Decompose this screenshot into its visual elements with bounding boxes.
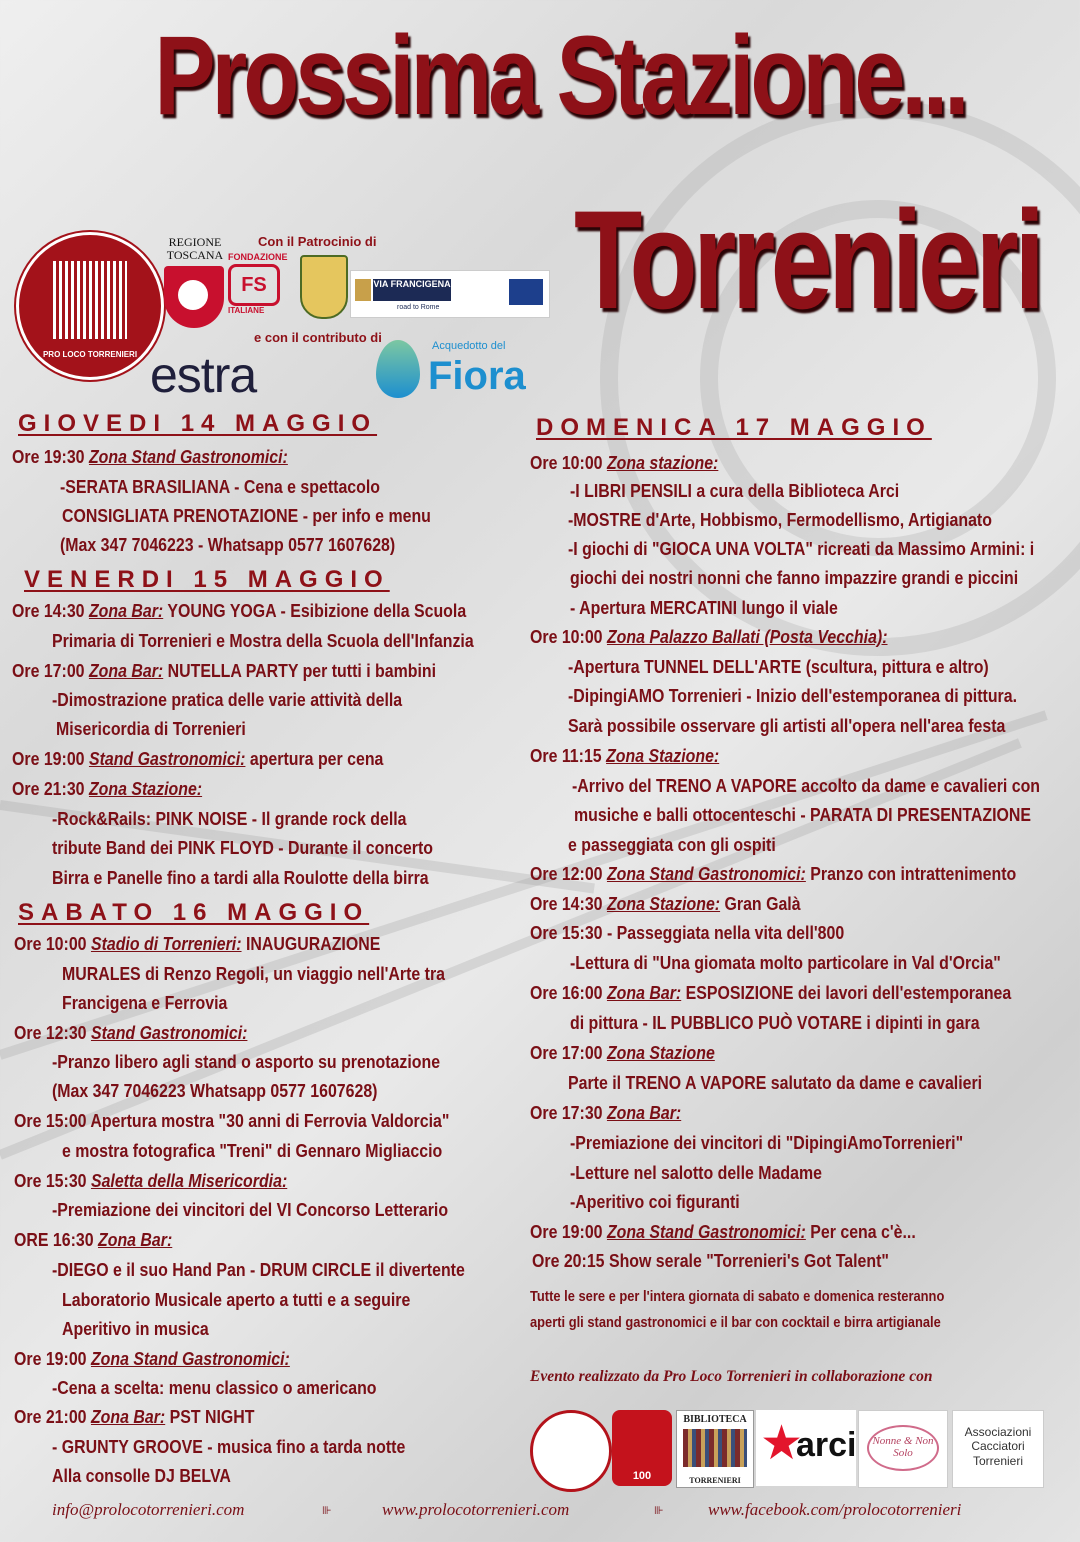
comune-crest-icon	[300, 255, 348, 319]
schedule-line	[52, 1053, 440, 1072]
schedule-line	[532, 1252, 889, 1271]
centenario-logo	[612, 1410, 672, 1486]
schedule-time: Ore 10:00	[530, 452, 607, 473]
schedule-text: -Premiazione dei vincitori del VI Concorso Letterario	[52, 1199, 449, 1220]
note-line: Tutte le sere e per l'intera giornata di sabato e domenica resteranno	[530, 1288, 945, 1305]
schedule-text: Alla consolle DJ BELVA	[52, 1465, 231, 1486]
schedule-time: Ore 10:00	[14, 933, 91, 954]
cacciatori-logo	[952, 1410, 1044, 1488]
schedule-line	[530, 924, 844, 943]
schedule-time: Ore 15:00	[14, 1110, 91, 1131]
schedule-line	[570, 1193, 740, 1212]
schedule-time: Ore 10:00	[530, 626, 607, 647]
poster-title: Prossima Stazione...	[154, 13, 966, 138]
schedule-text: Pranzo con intrattenimento	[805, 863, 1017, 884]
footer-separator-icon: ⊪	[654, 1505, 664, 1517]
schedule-line	[12, 662, 436, 681]
regione-label: REGIONE TOSCANA	[166, 235, 224, 262]
schedule-text: e mostra fotografica "Treni" di Gennaro Migliaccio	[62, 1140, 443, 1161]
schedule-text: di pittura - IL PUBBLICO PUÒ VOTARE i dipinti in gara	[570, 1012, 980, 1033]
nonne-logo	[858, 1410, 948, 1488]
schedule-text: - Apertura MERCATINI lungo il viale	[570, 597, 838, 618]
schedule-text: -Dimostrazione pratica delle varie attività della	[52, 689, 403, 710]
arci-label: arci	[796, 1426, 857, 1464]
schedule-zone: Zona stazione:	[606, 452, 719, 473]
schedule-line	[568, 836, 776, 855]
note-line: aperti gli stand gastronomici e il bar con cocktail e birra artigianale	[530, 1314, 941, 1331]
schedule-line	[530, 895, 801, 914]
schedule-line	[530, 1044, 715, 1063]
schedule-text: YOUNG YOGA - Esibizione della Scuola	[163, 600, 467, 621]
schedule-line	[52, 1082, 377, 1101]
schedule-zone: Zona Stazione:	[88, 778, 203, 799]
schedule-line	[62, 994, 227, 1013]
schedule-line	[530, 1104, 681, 1123]
schedule-line	[62, 1320, 209, 1339]
schedule-time: Ore 12:00	[530, 863, 607, 884]
schedule-line	[52, 1438, 405, 1457]
schedule-text: (Max 347 7046223 Whatsapp 0577 1607628)	[52, 1080, 378, 1101]
day-heading-domenica: DOMENICA 17 MAGGIO	[536, 414, 932, 441]
biblioteca-logo	[676, 1410, 754, 1488]
schedule-line	[14, 1112, 449, 1131]
schedule-text: -Pranzo libero agli stand o asporto su prenotazione	[52, 1051, 441, 1072]
fondazione-fs-logo	[228, 252, 288, 318]
schedule-line	[12, 602, 466, 621]
poster-subtitle: Torrenieri	[574, 181, 1041, 338]
schedule-line	[52, 1467, 231, 1486]
schedule-line	[570, 954, 1001, 973]
schedule-line	[12, 448, 288, 467]
schedule-time: Ore 19:00	[12, 748, 89, 769]
via-francigena-label: VIA FRANCIGENA	[373, 279, 451, 301]
schedule-time: Ore 19:00	[14, 1348, 91, 1369]
patrocinio-label: Con il Patrocinio di	[258, 234, 377, 249]
schedule-line	[52, 1201, 448, 1220]
misericordia-logo	[530, 1410, 612, 1492]
schedule-zone: Zona Stand Gastronomici:	[606, 1221, 806, 1242]
schedule-text: Primaria di Torrenieri e Mostra della Scuola dell'Infanzia	[52, 630, 474, 651]
schedule-text: -DIEGO e il suo Hand Pan - DRUM CIRCLE il divertente	[52, 1259, 465, 1280]
schedule-time: Ore 15:30	[530, 922, 607, 943]
schedule-line	[574, 806, 1031, 825]
schedule-text: Aperitivo in musica	[62, 1318, 209, 1339]
schedule-text: -Premiazione dei vincitori di "DipingiAmoTorrenieri"	[570, 1132, 964, 1153]
schedule-line	[570, 1134, 963, 1153]
schedule-text: Apertura mostra "30 anni di Ferrovia Valdorcia"	[90, 1110, 450, 1131]
schedule-line	[56, 720, 246, 739]
schedule-zone: Stand Gastronomici:	[90, 1022, 248, 1043]
schedule-line	[14, 935, 380, 954]
schedule-zone: Stand Gastronomici:	[88, 748, 246, 769]
schedule-time: Ore 17:00	[12, 660, 89, 681]
schedule-text: -Apertura TUNNEL DELL'ARTE (scultura, pittura e altro)	[568, 656, 989, 677]
schedule-text: Per cena c'è...	[805, 1221, 916, 1242]
schedule-line	[12, 780, 202, 799]
pilgrim-icon	[355, 279, 371, 301]
biblioteca-town-label: TORRENIERI	[689, 1476, 741, 1485]
schedule-text: -Rock&Rails: PINK NOISE - Il grande rock della	[52, 808, 407, 829]
schedule-text: apertura per cena	[245, 748, 384, 769]
road-to-rome-label: road to Rome	[397, 304, 440, 311]
schedule-line	[568, 511, 992, 530]
schedule-zone: Zona Stand Gastronomici:	[90, 1348, 290, 1369]
schedule-text: musiche e balli ottocenteschi - PARATA DI PRESENTAZIONE	[574, 804, 1032, 825]
schedule-text: Show serale "Torrenieri's Got Talent"	[608, 1250, 889, 1271]
schedule-time: Ore 21:00	[14, 1406, 91, 1427]
schedule-text: Birra e Panelle fino a tardi alla Roulotte della birra	[52, 867, 429, 888]
schedule-zone: Zona Bar:	[90, 1406, 166, 1427]
fiora-label: Fiora	[428, 354, 526, 398]
schedule-line	[570, 569, 1018, 588]
schedule-zone: Saletta della Misericordia:	[90, 1170, 288, 1191]
evento-credit: Evento realizzato da Pro Loco Torrenieri in collaborazione con	[530, 1368, 933, 1385]
schedule-line	[52, 1261, 465, 1280]
schedule-zone: Zona Bar:	[88, 600, 164, 621]
schedule-time: ORE 16:30	[14, 1229, 99, 1250]
schedule-line	[530, 1223, 916, 1242]
schedule-text: - GRUNTY GROOVE - musica fino a tarda notte	[52, 1436, 406, 1457]
schedule-line	[530, 865, 1016, 884]
schedule-line	[14, 1024, 247, 1043]
nonne-label: Nonne & Non Solo	[867, 1425, 939, 1471]
footer-separator-icon: ⊪	[322, 1505, 332, 1517]
schedule-line	[530, 747, 719, 766]
schedule-text: -Cena a scelta: menu classico o americano	[52, 1377, 377, 1398]
schedule-zone: Stadio di Torrenieri:	[90, 933, 242, 954]
schedule-text: -SERATA BRASILIANA - Cena e spettacolo	[60, 476, 381, 497]
schedule-time: Ore 14:30	[530, 893, 607, 914]
schedule-text: ESPOSIZIONE dei lavori dell'estemporanea	[681, 982, 1012, 1003]
schedule-line	[14, 1231, 172, 1250]
fondazione-label: FONDAZIONE	[228, 252, 288, 262]
cacciatori-label: Associazioni Cacciatori Torrenieri	[964, 1425, 1032, 1468]
schedule-text: INAUGURAZIONE	[241, 933, 381, 954]
schedule-zone: Zona Bar:	[98, 1229, 173, 1250]
footer-email-link[interactable]: info@prolocotorrenieri.com	[52, 1500, 245, 1519]
schedule-time: Ore 12:30	[14, 1022, 91, 1043]
schedule-zone: Zona Stazione:	[606, 745, 720, 766]
schedule-line	[570, 482, 899, 501]
schedule-line	[62, 507, 431, 526]
acquedotto-fiora-logo	[376, 340, 548, 402]
schedule-time: Ore 11:15	[530, 745, 607, 766]
biblioteca-label: BIBLIOTECA	[683, 1414, 747, 1425]
regione-toscana-logo	[164, 266, 224, 328]
schedule-line	[570, 1014, 980, 1033]
schedule-zone: Zona Stazione	[606, 1042, 715, 1063]
schedule-line	[62, 1291, 410, 1310]
day-heading-venerdi: VENERDI 15 MAGGIO	[24, 566, 390, 593]
schedule-time: Ore 16:00	[530, 982, 607, 1003]
acquedotto-label: Acquedotto del	[432, 340, 506, 352]
schedule-text: -Aperitivo coi figuranti	[570, 1191, 740, 1212]
schedule-text: MURALES di Renzo Regoli, un viaggio nell'Arte tra	[62, 963, 446, 984]
schedule-text: -Letture nel salotto delle Madame	[570, 1162, 822, 1183]
schedule-zone: Zona Stand Gastronomici:	[606, 863, 806, 884]
schedule-zone: Zona Palazzo Ballati (Posta Vecchia):	[606, 626, 888, 647]
schedule-time: Ore 19:30	[12, 446, 89, 467]
schedule-text: e passeggiata con gli ospiti	[568, 834, 776, 855]
via-francigena-logo	[350, 270, 550, 318]
schedule-time: Ore 15:30	[14, 1170, 91, 1191]
schedule-line	[530, 984, 1011, 1003]
schedule-text: giochi dei nostri nonni che fanno impazzire grandi e piccini	[570, 567, 1019, 588]
schedule-line	[52, 839, 433, 858]
schedule-text: -DipingiAMO Torrenieri - Inizio dell'estemporanea di pittura.	[568, 685, 1018, 706]
schedule-line	[52, 632, 474, 651]
schedule-line	[530, 454, 718, 473]
arci-logo	[756, 1410, 856, 1486]
schedule-line	[62, 1142, 442, 1161]
contributo-label: e con il contributo di	[254, 330, 382, 345]
schedule-text: Laboratorio Musicale aperto a tutti e a seguire	[62, 1289, 411, 1310]
water-drop-icon	[376, 340, 420, 398]
schedule-line	[52, 691, 402, 710]
schedule-text: Sarà possibile osservare gli artisti all'opera nell'area festa	[568, 715, 1006, 736]
schedule-line	[568, 1074, 982, 1093]
footer-facebook-link[interactable]: www.facebook.com/prolocotorrenieri	[708, 1500, 962, 1519]
star-icon: ★	[760, 1417, 804, 1470]
footer-website-link[interactable]: www.prolocotorrenieri.com	[382, 1500, 570, 1519]
schedule-line	[568, 658, 989, 677]
schedule-time: Ore 20:15	[532, 1250, 609, 1271]
schedule-line	[568, 540, 1034, 559]
schedule-text: -I giochi di "GIOCA UNA VOLTA" ricreati da Massimo Armini: i	[568, 538, 1035, 559]
schedule-time: Ore 21:30	[12, 778, 89, 799]
schedule-text: (Max 347 7046223 - Whatsapp 0577 1607628)	[60, 534, 396, 555]
schedule-text: Gran Galà	[720, 893, 801, 914]
schedule-line	[530, 628, 888, 647]
schedule-text: -Lettura di "Una giomata molto particolare in Val d'Orcia"	[570, 952, 1001, 973]
schedule-text: PST NIGHT	[165, 1406, 255, 1427]
schedule-zone: Zona Bar:	[606, 982, 682, 1003]
schedule-line	[62, 965, 445, 984]
schedule-text: -I LIBRI PENSILI a cura della Biblioteca Arci	[570, 480, 900, 501]
schedule-line	[568, 687, 1017, 706]
day-heading-giovedi: GIOVEDI 14 MAGGIO	[18, 410, 378, 437]
schedule-line	[14, 1172, 287, 1191]
council-of-europe-icon	[509, 279, 543, 305]
schedule-time: Ore 17:00	[530, 1042, 607, 1063]
schedule-time: Ore 14:30	[12, 600, 89, 621]
schedule-line	[52, 810, 407, 829]
schedule-zone: Zona Bar:	[606, 1102, 682, 1123]
proloco-logo	[16, 232, 164, 380]
schedule-text: - Passeggiata nella vita dell'800	[606, 922, 845, 943]
schedule-line	[14, 1408, 254, 1427]
schedule-text: CONSIGLIATA PRENOTAZIONE - per info e menu	[62, 505, 431, 526]
schedule-line	[52, 869, 429, 888]
centenario-label: 100	[632, 1470, 652, 1482]
schedule-text: NUTELLA PARTY per tutti i bambini	[163, 660, 437, 681]
proloco-bars-icon	[53, 261, 127, 339]
schedule-text: tribute Band dei PINK FLOYD - Durante il concerto	[52, 837, 433, 858]
italiane-label: ITALIANE	[228, 306, 265, 315]
schedule-zone: Zona Bar:	[88, 660, 164, 681]
schedule-line	[12, 750, 383, 769]
schedule-line	[572, 777, 1040, 796]
schedule-line	[570, 599, 838, 618]
schedule-line	[52, 1379, 377, 1398]
day-heading-sabato: SABATO 16 MAGGIO	[18, 899, 370, 926]
schedule-line	[60, 536, 395, 555]
schedule-text: Misericordia di Torrenieri	[56, 718, 246, 739]
schedule-zone: Zona Stazione:	[606, 893, 721, 914]
schedule-zone: Zona Stand Gastronomici:	[88, 446, 288, 467]
schedule-time: Ore 17:30	[530, 1102, 607, 1123]
schedule-line	[14, 1350, 290, 1369]
proloco-logo-label: PRO LOCO TORRENIERI	[42, 350, 138, 359]
schedule-text: -Arrivo del TRENO A VAPORE accolto da dame e cavalieri con	[572, 775, 1041, 796]
books-icon	[683, 1429, 747, 1467]
schedule-time: Ore 19:00	[530, 1221, 607, 1242]
schedule-line	[568, 717, 1005, 736]
schedule-text: Francigena e Ferrovia	[62, 992, 228, 1013]
schedule-line	[60, 478, 380, 497]
schedule-text: -MOSTRE d'Arte, Hobbismo, Fermodellismo, Artigianato	[568, 509, 992, 530]
estra-logo: estra	[150, 347, 257, 403]
fs-mark: FS	[228, 264, 280, 306]
schedule-text: Parte il TRENO A VAPORE salutato da dame e cavalieri	[568, 1072, 983, 1093]
schedule-line	[570, 1164, 822, 1183]
